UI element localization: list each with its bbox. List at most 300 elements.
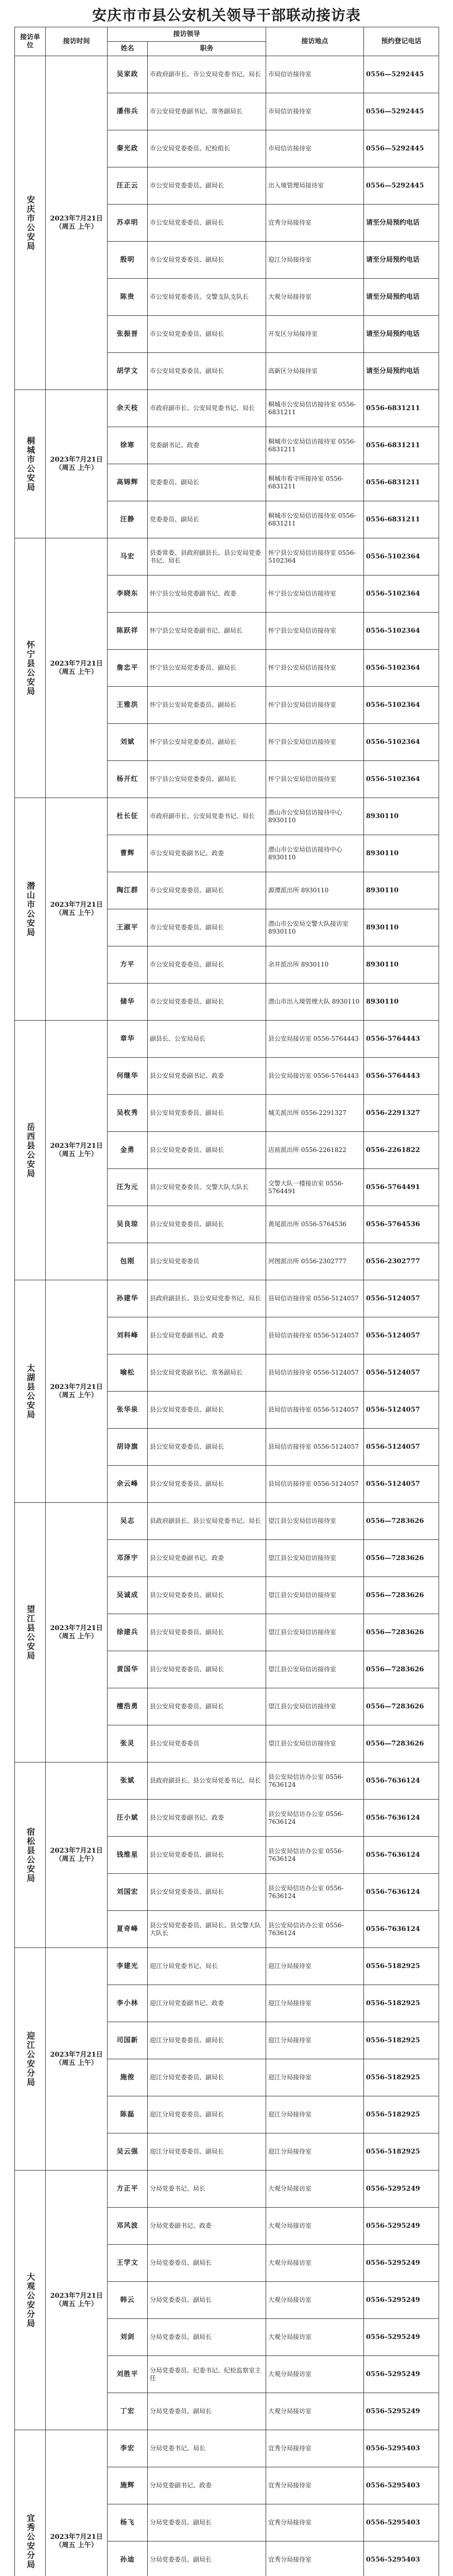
- leader-position-cell: 县公安局党委委员: [148, 1243, 266, 1280]
- phone-cell: 0556-5182925: [364, 1948, 439, 1985]
- location-cell: 高新区分局接待室: [266, 353, 364, 390]
- leader-name-cell: 苏卓明: [108, 205, 148, 242]
- time-cell: [46, 1762, 108, 1948]
- location-cell: 县公安局信访办公室 0556-7636124: [266, 1911, 364, 1948]
- table-row: [15, 1948, 439, 1985]
- leader-position-cell: 市公安局党委委员、副局长: [148, 353, 266, 390]
- leader-name-cell: 殷明: [108, 242, 148, 279]
- leader-name-cell: 邓风波: [108, 2208, 148, 2245]
- leader-name-cell: 詹忠平: [108, 650, 148, 687]
- leader-position-cell: 分局党委委员、副局长: [148, 2245, 266, 2282]
- unit-cell: 怀宁县公安局: [15, 538, 46, 798]
- location-cell: 怀宁县公安局信访接待室: [266, 724, 364, 761]
- phone-cell: 0556—5292445: [364, 93, 439, 130]
- phone-cell: 8930110: [364, 872, 439, 909]
- phone-cell: 0556—7283626: [364, 1614, 439, 1651]
- visit-day: （周五 上午）: [55, 1632, 98, 1640]
- leader-position-cell: 迎江分局党委书记、局长: [148, 1948, 266, 1985]
- location-cell: 县公安局信访办公室 0556-7636124: [266, 1762, 364, 1800]
- location-cell: 迎江分局接待室: [266, 1948, 364, 1985]
- location-cell: 黄尾派出所 0556-5764536: [266, 1206, 364, 1243]
- phone-cell: 0556-5182925: [364, 2022, 439, 2059]
- phone-cell: 0556—7283626: [364, 1725, 439, 1762]
- leader-name-cell: 王雅洪: [108, 687, 148, 724]
- location-cell: 大观分局接待室: [266, 279, 364, 316]
- location-cell: 桐城市公安局信访接待室 0556-6831211: [266, 427, 364, 464]
- location-cell: 望江县公安局信访接待室: [266, 1651, 364, 1688]
- leader-name-cell: 司国新: [108, 2022, 148, 2059]
- leader-name-cell: 胡诗旗: [108, 1429, 148, 1466]
- leader-name-cell: 陶江群: [108, 872, 148, 909]
- header-unit: 接访单位: [15, 27, 46, 56]
- phone-cell: 0556-5124057: [364, 1429, 439, 1466]
- unit-cell: 岳西县公安局: [15, 1021, 46, 1280]
- leader-name-cell: 钱维星: [108, 1837, 148, 1874]
- leader-position-cell: 县公安局党委委员、副局长: [148, 1466, 266, 1503]
- leader-position-cell: 怀宁县公安局党委委员、副局长: [148, 650, 266, 687]
- location-cell: 大观分局接访室: [266, 2171, 364, 2208]
- phone-cell: 0556-5295249: [364, 2171, 439, 2208]
- leader-position-cell: 市公安局党委委员、副局长: [148, 946, 266, 984]
- leader-position-cell: 分局党委书记、局长: [148, 2430, 266, 2467]
- phone-cell: 0556—7283626: [364, 1577, 439, 1614]
- location-cell: 店前派出所 0556-2261822: [266, 1132, 364, 1169]
- leader-position-cell: 分局党委委员、纪委书记、纪检监察室主任: [148, 2356, 266, 2393]
- leader-name-cell: 张振晋: [108, 316, 148, 353]
- unit-cell: 宜秀公安分局: [15, 2430, 46, 2576]
- phone-cell: 0556-5102364: [364, 538, 439, 575]
- table-body: [15, 56, 439, 2576]
- phone-cell: 0556-5182925: [364, 2059, 439, 2096]
- time-cell: [46, 1503, 108, 1762]
- phone-cell: 0556-5124057: [364, 1317, 439, 1354]
- time-cell: [46, 2430, 108, 2576]
- phone-cell: 0556-5124057: [364, 1280, 439, 1317]
- leader-position-cell: 迎江分局党委委员、副局长: [148, 2133, 266, 2171]
- visit-table: [14, 27, 439, 2576]
- leader-name-cell: 李小林: [108, 1985, 148, 2022]
- leader-position-cell: 县公安局党委委员、副局长: [148, 1132, 266, 1169]
- leader-position-cell: 市公安局党委委员、副局长: [148, 242, 266, 279]
- leader-position-cell: 市政府副市长、市公安局党委书记、局长: [148, 56, 266, 93]
- leader-name-cell: 王淑平: [108, 909, 148, 946]
- location-cell: 大观分局接访室: [266, 2208, 364, 2245]
- leader-name-cell: 刘斌: [108, 724, 148, 761]
- location-cell: 源潭派出所 8930110: [266, 872, 364, 909]
- leader-name-cell: 包刚: [108, 1243, 148, 1280]
- leader-position-cell: 县公安局党委委员、副局长: [148, 1837, 266, 1874]
- table-row: [15, 1503, 439, 1540]
- phone-cell: 请至分局预约电话: [364, 279, 439, 316]
- leader-position-cell: 副县长、公安局局长: [148, 1021, 266, 1058]
- visit-date: 2023年7月21日: [50, 2533, 103, 2541]
- phone-cell: 0556-5764443: [364, 1021, 439, 1058]
- leader-name-cell: 章华: [108, 1021, 148, 1058]
- leader-position-cell: 市公安局党委委员、副局长: [148, 167, 266, 205]
- leader-position-cell: 县公安局党委委员、副局长: [148, 1206, 266, 1243]
- leader-name-cell: 李宏: [108, 2430, 148, 2467]
- unit-cell: 大观公安分局: [15, 2171, 46, 2430]
- time-cell: [46, 2171, 108, 2430]
- header-time: 接访时间: [46, 27, 108, 56]
- visit-date: 2023年7月21日: [50, 1624, 103, 1632]
- leader-position-cell: 怀宁县公安局党委委员、副局长: [148, 724, 266, 761]
- leader-name-cell: 吴良琼: [108, 1206, 148, 1243]
- location-cell: 大观分局接访室: [266, 2356, 364, 2393]
- phone-cell: 0556-5295403: [364, 2430, 439, 2467]
- phone-cell: 0556—7283626: [364, 1651, 439, 1688]
- location-cell: 大观分局接访室: [266, 2393, 364, 2430]
- table-row: [15, 538, 439, 575]
- phone-cell: 0556-6831211: [364, 390, 439, 427]
- table-row: [15, 798, 439, 835]
- leader-position-cell: 县公安局党委委员、副局长: [148, 1614, 266, 1651]
- location-cell: 迎江分局接待室: [266, 2096, 364, 2133]
- leader-name-cell: 吴家政: [108, 56, 148, 93]
- leader-name-cell: 储华: [108, 984, 148, 1021]
- leader-name-cell: 孙建华: [108, 1280, 148, 1317]
- location-cell: 宜秀分局接待室: [266, 2504, 364, 2541]
- leader-position-cell: 县政府副县长、县公安局党委书记、局长: [148, 1280, 266, 1317]
- leader-name-cell: 汪正云: [108, 167, 148, 205]
- location-cell: 县公安局接访室 0556-5764443: [266, 1021, 364, 1058]
- location-cell: 望江县公安局信访接待室: [266, 1688, 364, 1725]
- leader-position-cell: 分局党委副书记、政委: [148, 2467, 266, 2504]
- phone-cell: 0556-5295403: [364, 2467, 439, 2504]
- phone-cell: 0556—5292445: [364, 130, 439, 167]
- leader-name-cell: 曹辉: [108, 835, 148, 872]
- header-name: 姓名: [108, 42, 148, 56]
- visit-date: 2023年7月21日: [50, 901, 103, 909]
- leader-name-cell: 邓泽宇: [108, 1540, 148, 1577]
- leader-name-cell: 马宏: [108, 538, 148, 575]
- leader-name-cell: 喻松: [108, 1354, 148, 1392]
- location-cell: 望江县公安局信访接待室: [266, 1540, 364, 1577]
- location-cell: 宜秀分局接待室: [266, 205, 364, 242]
- leader-name-cell: 高锦辉: [108, 464, 148, 501]
- leader-position-cell: 市公安局党委委员、副局长: [148, 872, 266, 909]
- leader-name-cell: 徐建兵: [108, 1614, 148, 1651]
- leader-position-cell: 分局党委书记、局长: [148, 2171, 266, 2208]
- leader-name-cell: 汪小斌: [108, 1800, 148, 1837]
- leader-name-cell: 胡学文: [108, 353, 148, 390]
- leader-position-cell: 市公安局党委副书记、政委: [148, 835, 266, 872]
- leader-name-cell: 徐寒: [108, 427, 148, 464]
- visit-date: 2023年7月21日: [50, 2050, 103, 2059]
- leader-name-cell: 杨开红: [108, 761, 148, 798]
- visit-day: （周五 上午）: [55, 1391, 98, 1399]
- leader-name-cell: 张斌: [108, 1762, 148, 1800]
- leader-position-cell: 市公安局党委委员、副局长: [148, 909, 266, 946]
- location-cell: 怀宁县公安局信访接待室: [266, 761, 364, 798]
- location-cell: 怀宁县公安局信访接待室: [266, 575, 364, 613]
- leader-position-cell: 党委副书记、政委: [148, 427, 266, 464]
- leader-position-cell: 分局党委委员、副局长: [148, 2393, 266, 2430]
- phone-cell: 0556-5102364: [364, 613, 439, 650]
- table-row: [15, 2430, 439, 2467]
- leader-name-cell: 王学文: [108, 2245, 148, 2282]
- location-cell: 迎江分局接待室: [266, 2059, 364, 2096]
- table-row: [15, 56, 439, 93]
- phone-cell: 请至分局预约电话: [364, 242, 439, 279]
- phone-cell: 8930110: [364, 909, 439, 946]
- location-cell: 潜山市公安局交警大队接访室 8930110: [266, 909, 364, 946]
- location-cell: 城关派出所 0556-2291327: [266, 1095, 364, 1132]
- phone-cell: 0556-5102364: [364, 761, 439, 798]
- leader-name-cell: 李建光: [108, 1948, 148, 1985]
- leader-position-cell: 迎江分局党委委员、副局长: [148, 2022, 266, 2059]
- location-cell: 县局信访接待室 0556-5124057: [266, 1317, 364, 1354]
- leader-position-cell: 县公安局党委副书记、政委: [148, 1800, 266, 1837]
- phone-cell: 0556-7636124: [364, 1911, 439, 1948]
- phone-cell: 0556-5182925: [364, 1985, 439, 2022]
- header-phone: 预约登记电话: [364, 27, 439, 56]
- leader-position-cell: 县公安局党委委员: [148, 1725, 266, 1762]
- phone-cell: 8930110: [364, 946, 439, 984]
- location-cell: 迎江分局接待室: [266, 242, 364, 279]
- location-cell: 县公安局信访办公室 0556-7636124: [266, 1837, 364, 1874]
- unit-cell: 望江县公安局: [15, 1503, 46, 1762]
- phone-cell: 0556-5102364: [364, 650, 439, 687]
- location-cell: 河图派出所 0556-2302777: [266, 1243, 364, 1280]
- location-cell: 大观分局接访室: [266, 2245, 364, 2282]
- leader-name-cell: 汪为元: [108, 1169, 148, 1206]
- leader-name-cell: 余云峰: [108, 1466, 148, 1503]
- unit-cell: 宿松县公安局: [15, 1762, 46, 1948]
- visit-date: 2023年7月21日: [50, 214, 103, 223]
- leader-name-cell: 张华泉: [108, 1392, 148, 1429]
- phone-cell: 0556—7283626: [364, 1688, 439, 1725]
- location-cell: 县局信访接待室 0556-5124057: [266, 1392, 364, 1429]
- leader-name-cell: 余天枝: [108, 390, 148, 427]
- location-cell: 望江县公安局信访接待室: [266, 1614, 364, 1651]
- leader-position-cell: 市公安局党委委员、纪检组长: [148, 130, 266, 167]
- visit-date: 2023年7月21日: [50, 455, 103, 464]
- time-cell: [46, 390, 108, 538]
- location-cell: 潜山市公安局信访接待中心 8930110: [266, 835, 364, 872]
- location-cell: 怀宁县公安局信访接待室: [266, 687, 364, 724]
- phone-cell: 请至分局预约电话: [364, 353, 439, 390]
- visit-date: 2023年7月21日: [50, 659, 103, 668]
- location-cell: 开发区分局接待室: [266, 316, 364, 353]
- phone-cell: 0556-7636124: [364, 1874, 439, 1911]
- leader-name-cell: 吴诚成: [108, 1577, 148, 1614]
- leader-name-cell: 刘国宏: [108, 1874, 148, 1911]
- leader-position-cell: 分局党委副书记、政委: [148, 2208, 266, 2245]
- location-cell: 桐城市公安局信访接待室 0556-6831211: [266, 390, 364, 427]
- visit-date: 2023年7月21日: [50, 1142, 103, 1150]
- visit-day: （周五 上午）: [55, 2059, 98, 2067]
- phone-cell: 0556—5292445: [364, 167, 439, 205]
- table-row: [15, 1021, 439, 1058]
- phone-cell: 0556-6831211: [364, 464, 439, 501]
- visit-day: （周五 上午）: [55, 223, 98, 231]
- location-cell: 县局信访接待室 0556-5124057: [266, 1429, 364, 1466]
- leader-position-cell: 县公安局党委委员、交警大队大队长: [148, 1169, 266, 1206]
- leader-position-cell: 市公安局党委委员、副局长: [148, 984, 266, 1021]
- phone-cell: 请至分局预约电话: [364, 205, 439, 242]
- leader-name-cell: 刘科峰: [108, 1317, 148, 1354]
- phone-cell: 0556-5124057: [364, 1392, 439, 1429]
- leader-name-cell: 黄国华: [108, 1651, 148, 1688]
- location-cell: 市局信访接待室: [266, 56, 364, 93]
- phone-cell: 0556-5295249: [364, 2356, 439, 2393]
- phone-cell: 0556-2261822: [364, 1132, 439, 1169]
- leader-name-cell: 杜长征: [108, 798, 148, 835]
- table-row: [15, 2171, 439, 2208]
- leader-position-cell: 怀宁县公安局党委委员、副局长: [148, 761, 266, 798]
- leader-position-cell: 县公安局党委副书记、政委: [148, 1058, 266, 1095]
- leader-name-cell: 施俊: [108, 2059, 148, 2096]
- visit-day: （周五 上午）: [55, 909, 98, 917]
- table-row: [15, 390, 439, 427]
- phone-cell: 0556-5102364: [364, 687, 439, 724]
- leader-name-cell: 吴云强: [108, 2133, 148, 2171]
- location-cell: 望江县公安局信访接待室: [266, 1577, 364, 1614]
- leader-name-cell: 秦光政: [108, 130, 148, 167]
- location-cell: 望江县公安局信访接待室: [266, 1503, 364, 1540]
- location-cell: 潜山市公安局信访接待中心 8930110: [266, 798, 364, 835]
- phone-cell: 0556-5102364: [364, 575, 439, 613]
- unit-cell: 迎江公安分局: [15, 1948, 46, 2171]
- phone-cell: 8930110: [364, 835, 439, 872]
- leader-position-cell: 市政府副市长、公安局党委书记、局长: [148, 798, 266, 835]
- header-position: 职务: [148, 42, 266, 56]
- location-cell: 宜秀分局接待室: [266, 2467, 364, 2504]
- location-cell: 宜秀分局接待室: [266, 2430, 364, 2467]
- leader-position-cell: 迎江分局党委委员、副局长: [148, 2059, 266, 2096]
- leader-position-cell: 县公安局党委副书记、政委: [148, 1317, 266, 1354]
- leader-position-cell: 怀宁县公安局党委副书记、副局长: [148, 613, 266, 650]
- phone-cell: 0556-5102364: [364, 724, 439, 761]
- leader-name-cell: 孙迪: [108, 2541, 148, 2576]
- phone-cell: 0556-5124057: [364, 1354, 439, 1392]
- location-cell: 迎江分局接待室: [266, 1985, 364, 2022]
- phone-cell: 0556-5295249: [364, 2393, 439, 2430]
- leader-position-cell: 分局党委委员、副局长: [148, 2504, 266, 2541]
- header-row: [15, 27, 439, 42]
- location-cell: 市局信访接待室: [266, 130, 364, 167]
- time-cell: [46, 1948, 108, 2171]
- leader-position-cell: 县公安局党委委员、副局长: [148, 1874, 266, 1911]
- table-row: [15, 1280, 439, 1317]
- leader-name-cell: 金勇: [108, 1132, 148, 1169]
- leader-position-cell: 市公安局党委委员、交警支队支队长: [148, 279, 266, 316]
- phone-cell: 0556-6831211: [364, 501, 439, 538]
- visit-date: 2023年7月21日: [50, 2292, 103, 2300]
- leader-position-cell: 怀宁县公安局党委副书记、政委: [148, 575, 266, 613]
- leader-name-cell: 陈磊: [108, 2096, 148, 2133]
- leader-name-cell: 刘胜平: [108, 2356, 148, 2393]
- phone-cell: 0556-7636124: [364, 1837, 439, 1874]
- location-cell: 县局信访接待室 0556-5124057: [266, 1466, 364, 1503]
- time-cell: [46, 798, 108, 1021]
- leader-name-cell: 韩云: [108, 2282, 148, 2319]
- phone-cell: 0556-5295249: [364, 2245, 439, 2282]
- leader-position-cell: 县公安局党委委员、副局长: [148, 1577, 266, 1614]
- phone-cell: 8930110: [364, 798, 439, 835]
- phone-cell: 0556-5764536: [364, 1206, 439, 1243]
- leader-position-cell: 党委委员、副局长: [148, 464, 266, 501]
- phone-cell: 0556-5295403: [364, 2541, 439, 2576]
- leader-position-cell: 县政府副县长、县公安局党委书记、局长: [148, 1503, 266, 1540]
- phone-cell: 请至分局预约电话: [364, 316, 439, 353]
- leader-name-cell: 施辉: [108, 2467, 148, 2504]
- visit-date: 2023年7月21日: [50, 1383, 103, 1391]
- leader-position-cell: 县公安局党委委员、副局长、县交警大队大队长: [148, 1911, 266, 1948]
- location-cell: 怀宁县公安局信访接待室 0556-5102364: [266, 538, 364, 575]
- location-cell: 交警大队一楼接访室 0556-5764491: [266, 1169, 364, 1206]
- location-cell: 桐城市公安局信访接待室 0556-6831211: [266, 501, 364, 538]
- location-cell: 大观分局接访室: [266, 2319, 364, 2356]
- time-cell: [46, 1280, 108, 1503]
- leader-position-cell: 市公安局党委委员、副局长: [148, 316, 266, 353]
- location-cell: 出入境管理局接待室: [266, 167, 364, 205]
- leader-position-cell: 市公安局党委副书记、常务副局长: [148, 93, 266, 130]
- location-cell: 县公安局信访办公室 0556-7636124: [266, 1800, 364, 1837]
- leader-name-cell: 丁宏: [108, 2393, 148, 2430]
- phone-cell: 0556-7636124: [364, 1800, 439, 1837]
- page-title: 安庆市市县公安机关领导干部联动接访表: [92, 7, 361, 24]
- time-cell: [46, 56, 108, 390]
- leader-name-cell: 陈贵: [108, 279, 148, 316]
- leader-position-cell: 分局党委委员、副局长: [148, 2541, 266, 2576]
- visit-date: 2023年7月21日: [50, 1846, 103, 1855]
- header-location: 接访地点: [266, 27, 364, 56]
- phone-cell: 0556—7283626: [364, 1540, 439, 1577]
- table-row: [15, 1762, 439, 1800]
- leader-position-cell: 迎江分局党委委员、副局长: [148, 2096, 266, 2133]
- leader-position-cell: 县公安局党委委员、副局长: [148, 1392, 266, 1429]
- location-cell: 大观分局接访室: [266, 2282, 364, 2319]
- header-leader: 接访领导: [108, 27, 266, 42]
- unit-cell: 安庆市公安局: [15, 56, 46, 390]
- leader-position-cell: 市公安局党委委员、副局长: [148, 205, 266, 242]
- leader-position-cell: 县委常委、县政府副县长、县公安局党委书记、局长: [148, 538, 266, 575]
- visit-day: （周五 上午）: [55, 2541, 98, 2549]
- phone-cell: 0556-5295403: [364, 2504, 439, 2541]
- leader-name-cell: 檀浩勇: [108, 1688, 148, 1725]
- phone-cell: 0556-5764443: [364, 1058, 439, 1095]
- location-cell: 潜山市出入境管理大队 8930110: [266, 984, 364, 1021]
- phone-cell: 0556-6831211: [364, 427, 439, 464]
- leader-position-cell: 县公安局党委委员、副局长: [148, 1651, 266, 1688]
- location-cell: 迎江分局接待室: [266, 2133, 364, 2171]
- location-cell: 怀宁县公安局信访接待室: [266, 613, 364, 650]
- leader-name-cell: 吴枚秀: [108, 1095, 148, 1132]
- location-cell: 县局信访接待室 0556-5124057: [266, 1280, 364, 1317]
- time-cell: [46, 1021, 108, 1280]
- location-cell: 市局信访接待室: [266, 93, 364, 130]
- phone-cell: 0556—7283626: [364, 1503, 439, 1540]
- unit-cell: 太湖县公安局: [15, 1280, 46, 1503]
- time-cell: [46, 538, 108, 798]
- phone-cell: 0556-5764491: [364, 1169, 439, 1206]
- leader-name-cell: 方正平: [108, 2171, 148, 2208]
- visit-day: （周五 上午）: [55, 464, 98, 472]
- leader-name-cell: 李晓东: [108, 575, 148, 613]
- phone-cell: 0556-2291327: [364, 1095, 439, 1132]
- leader-position-cell: 迎江分局党委副书记、政委: [148, 1985, 266, 2022]
- leader-name-cell: 吴志: [108, 1503, 148, 1540]
- location-cell: 县局信访接待室 0556-5124057: [266, 1354, 364, 1392]
- location-cell: 桐城市看守所接待室 0556-6831211: [266, 464, 364, 501]
- leader-position-cell: 党委委员、副局长: [148, 501, 266, 538]
- leader-position-cell: 县政府副县长、县公安局党委书记、局长: [148, 1762, 266, 1800]
- leader-position-cell: 县公安局党委委员、副局长: [148, 1688, 266, 1725]
- leader-name-cell: 潘伟兵: [108, 93, 148, 130]
- leader-position-cell: 县公安局党委委员、副局长: [148, 1429, 266, 1466]
